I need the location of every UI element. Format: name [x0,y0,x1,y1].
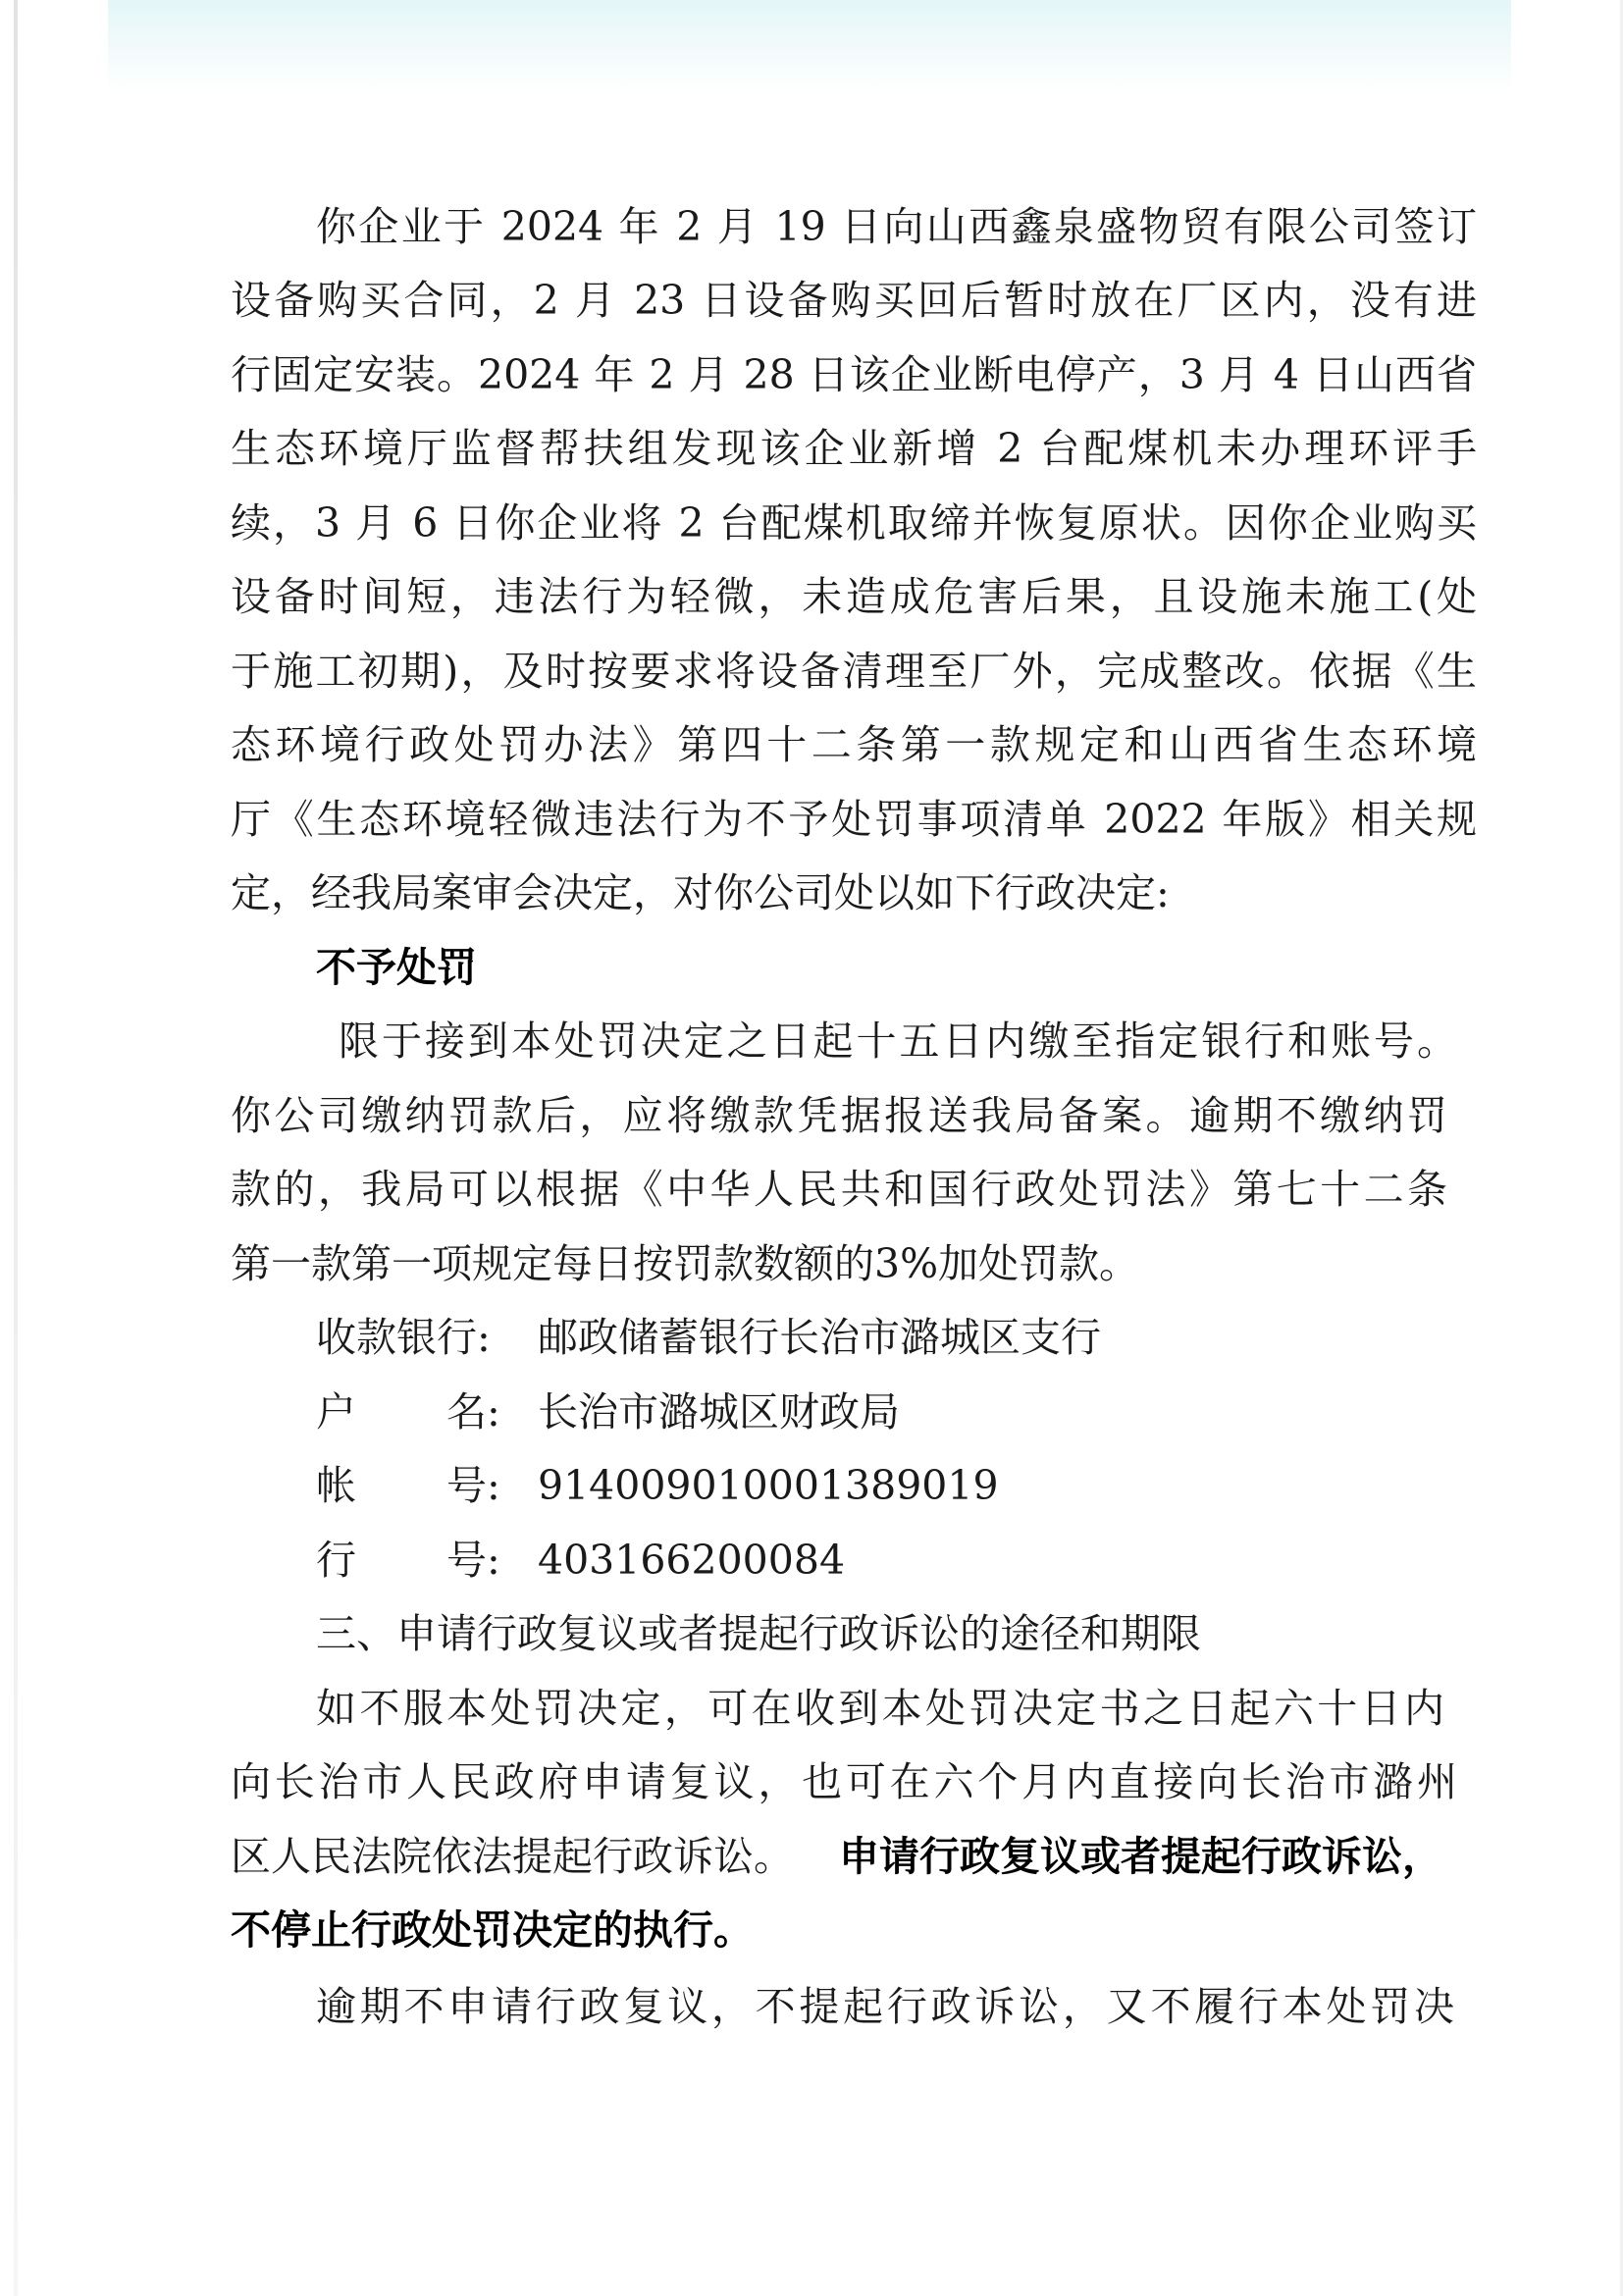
paragraph-line: 续，3 月 6 日你企业将 2 台配煤机取缔并恢复原状。因你企业购买 [231,499,1477,547]
paragraph-line: 向长治市人民政府申请复议，也可在六个月内直接向长治市潞州 [231,1758,1457,1805]
account-name-value: 长治市潞城区财政局 [538,1388,900,1435]
bank-number-value: 403166200084 [538,1537,846,1584]
decision-heading: 不予处罚 [316,944,477,991]
account-name-label-2: 名: [446,1388,500,1435]
paragraph-line: 你企业于 2024 年 2 月 19 日向山西鑫泉盛物贸有限公司签订 [316,203,1477,250]
paragraph-line: 设备时间短，违法行为轻微，未造成危害后果，且设施未施工(处 [231,573,1477,620]
paragraph-line: 于施工初期)，及时按要求将设备清理至厂外，完成整改。依据《生 [231,648,1477,695]
paragraph-line: 定，经我局案审会决定，对你公司处以如下行政决定: [231,869,1170,916]
paragraph-line: 逾期不申请行政复议，不提起行政诉讼，又不履行本处罚决 [316,1983,1454,2030]
paragraph-line: 态环境行政处罚办法》第四十二条第一款规定和山西省生态环境 [231,721,1477,768]
section-heading: 三、申请行政复议或者提起行政诉讼的途径和期限 [316,1610,1201,1657]
bank-label: 收款银行: [316,1314,491,1361]
bank-value: 邮政储蓄银行长治市潞城区支行 [538,1314,1101,1361]
scan-left-edge [14,0,18,2296]
bold-notice: 不停止行政处罚决定的执行。 [231,1906,754,1954]
paragraph-line: 设备购买合同，2 月 23 日设备购买回后暂时放在厂区内，没有进 [231,277,1477,324]
bank-number-label-2: 号: [446,1537,500,1584]
paragraph-line: 款的，我局可以根据《中华人民共和国行政处罚法》第七十二条 [231,1166,1447,1213]
paragraph-line: 生态环境厅监督帮扶组发现该企业新增 2 台配煤机未办理环评手 [231,425,1477,472]
account-number-value: 914009010001389019 [538,1462,999,1509]
paragraph-line: 第一款第一项规定每日按罚款数额的3%加处罚款。 [231,1240,1140,1287]
account-number-label-1: 帐 [316,1462,356,1509]
bold-notice: 申请行政复议或者提起行政诉讼， [839,1833,1442,1880]
account-number-label-2: 号: [446,1462,500,1509]
paragraph-line: 厅《生态环境轻微违法行为不予处罚事项清单 2022 年版》相关规 [231,796,1477,843]
paragraph-line: 区人民法院依法提起行政诉讼。 [231,1833,794,1880]
paragraph-line: 如不服本处罚决定，可在收到本处罚决定书之日起六十日内 [316,1685,1444,1732]
bank-number-label-1: 行 [316,1537,356,1584]
scan-top-band [108,0,1511,93]
paragraph-line: 你公司缴纳罚款后，应将缴款凭据报送我局备案。逾期不缴纳罚 [231,1092,1447,1139]
paragraph-line: 行固定安装。2024 年 2 月 28 日该企业断电停产，3 月 4 日山西省 [231,351,1477,398]
account-name-label-1: 户 [316,1388,356,1435]
paragraph-line: 限于接到本处罚决定之日起十五日内缴至指定银行和账号。 [339,1018,1457,1065]
